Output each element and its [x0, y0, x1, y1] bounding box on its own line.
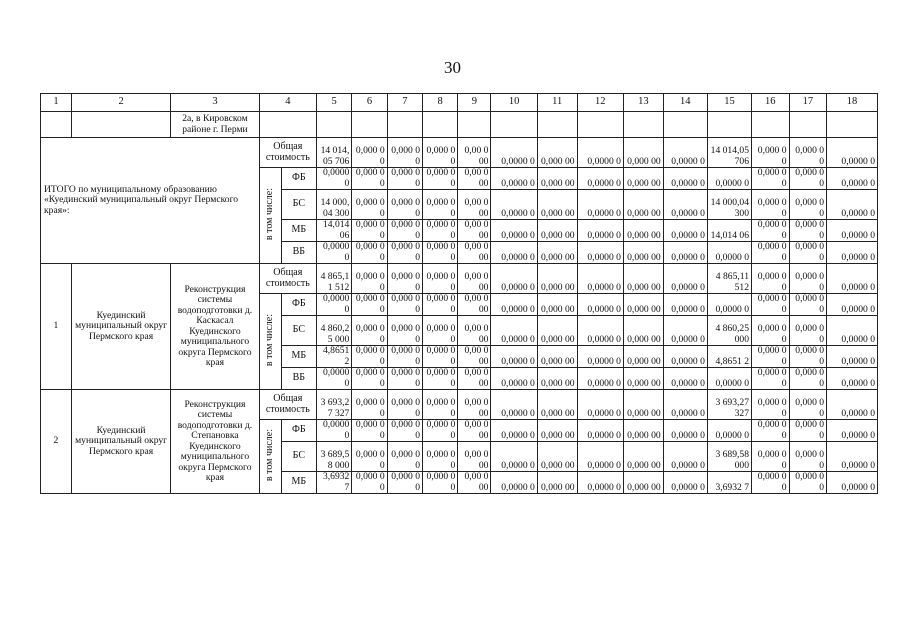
value-cell: 0,00 000 — [458, 168, 491, 190]
value-cell: 0,0000 0 — [491, 346, 537, 368]
value-cell: 0,000 00 — [752, 220, 790, 242]
table-cell — [491, 112, 537, 138]
value-cell: 0,0000 0 — [663, 368, 707, 390]
value-cell: 0,000 00 — [352, 346, 387, 368]
value-cell: 0,000 00 — [623, 346, 663, 368]
fund-code: ФБ — [281, 420, 316, 442]
including-label-text: в том числе: — [263, 313, 275, 366]
value-cell: 0,0000 0 — [663, 242, 707, 264]
value-cell: 0,000 00 — [352, 316, 387, 346]
total-cost-label: Общая стоимость — [259, 264, 316, 294]
table-row — [41, 264, 878, 294]
value-cell: 0,000 00 — [623, 264, 663, 294]
value-cell: 0,0000 0 — [577, 472, 623, 494]
value-cell: 0,000 00 — [789, 242, 827, 264]
value-cell: 4,8651 2 — [707, 346, 751, 368]
header-cell: 12 — [577, 94, 623, 112]
value-cell: 0,000 00 — [789, 420, 827, 442]
value-cell: 0,000 00 — [752, 368, 790, 390]
value-cell: 0,0000 0 — [663, 294, 707, 316]
including-label — [259, 294, 281, 390]
value-cell: 0,000 00 — [623, 242, 663, 264]
header-cell: 11 — [537, 94, 577, 112]
table-row — [41, 138, 878, 168]
value-cell: 0,0000 0 — [663, 390, 707, 420]
value-cell: 0,000 00 — [623, 316, 663, 346]
value-cell: 0,000 00 — [623, 368, 663, 390]
header-cell: 10 — [491, 94, 537, 112]
value-cell: 0,000 00 — [423, 264, 458, 294]
header-cell: 5 — [317, 94, 352, 112]
table-cell — [752, 112, 790, 138]
header-cell: 1 — [41, 94, 72, 112]
value-cell: 0,000 00 — [752, 420, 790, 442]
value-cell: 0,000 00 — [789, 294, 827, 316]
header-cell: 7 — [387, 94, 422, 112]
value-cell: 0,00 000 — [458, 190, 491, 220]
value-cell: 0,0000 0 — [577, 168, 623, 190]
object-description: 2а, в Кировском районе г. Перми — [171, 112, 259, 138]
value-cell: 0,000 00 — [623, 294, 663, 316]
value-cell: 0,000 00 — [387, 472, 422, 494]
value-cell: 0,000 00 — [789, 368, 827, 390]
value-cell: 0,000 00 — [387, 190, 422, 220]
value-cell: 0,0000 0 — [577, 346, 623, 368]
value-cell: 0,000 00 — [387, 242, 422, 264]
table-cell — [707, 112, 751, 138]
value-cell: 0,0000 0 — [491, 420, 537, 442]
value-cell: 0,000 00 — [537, 294, 577, 316]
value-cell: 0,000 00 — [387, 420, 422, 442]
value-cell: 0,000 00 — [752, 346, 790, 368]
value-cell: 4,8651 2 — [317, 346, 352, 368]
value-cell: 0,000 00 — [537, 390, 577, 420]
value-cell: 0,0000 0 — [577, 294, 623, 316]
fund-code: ВБ — [281, 368, 316, 390]
value-cell: 0,000 00 — [352, 294, 387, 316]
value-cell: 0,0000 0 — [491, 168, 537, 190]
municipality-name: Куединский муниципальный округ Пермского края — [71, 390, 170, 494]
value-cell: 0,000 00 — [387, 138, 422, 168]
value-cell: 0,000 00 — [752, 294, 790, 316]
value-cell: 0,0000 0 — [707, 420, 751, 442]
value-cell: 0,00 000 — [458, 242, 491, 264]
value-cell: 0,0000 0 — [827, 346, 878, 368]
value-cell: 0,000 00 — [752, 316, 790, 346]
value-cell: 0,000 00 — [352, 442, 387, 472]
value-cell: 14,014 06 — [707, 220, 751, 242]
value-cell: 0,0000 0 — [577, 390, 623, 420]
value-cell: 0,000 00 — [352, 138, 387, 168]
value-cell: 4 860,25 000 — [707, 316, 751, 346]
object-description: Реконструкция системы водоподготовки д. Степановка Куединского муниципального округа Пермского края — [171, 390, 259, 494]
value-cell: 0,000 00 — [623, 420, 663, 442]
value-cell: 0,000 00 — [789, 168, 827, 190]
value-cell: 0,000 00 — [387, 390, 422, 420]
item-number: 1 — [41, 264, 72, 390]
value-cell: 4 865,11 512 — [707, 264, 751, 294]
value-cell: 0,000 00 — [423, 420, 458, 442]
header-cell: 17 — [789, 94, 827, 112]
fund-code: ФБ — [281, 294, 316, 316]
header-cell: 18 — [827, 94, 878, 112]
value-cell: 0,00 000 — [458, 316, 491, 346]
value-cell: 0,000 00 — [623, 472, 663, 494]
fund-code: БС — [281, 190, 316, 220]
value-cell: 0,000 00 — [423, 368, 458, 390]
value-cell: 0,000 00 — [623, 138, 663, 168]
value-cell: 0,000 00 — [423, 294, 458, 316]
value-cell: 3 689,58 000 — [317, 442, 352, 472]
value-cell: 0,000 00 — [537, 442, 577, 472]
header-cell: 3 — [171, 94, 259, 112]
header-cell: 4 — [259, 94, 316, 112]
value-cell: 0,000 00 — [352, 420, 387, 442]
value-cell: 0,0000 0 — [663, 442, 707, 472]
table-cell — [259, 112, 316, 138]
value-cell: 0,000 00 — [752, 264, 790, 294]
value-cell: 0,000 00 — [352, 190, 387, 220]
value-cell: 0,0000 0 — [577, 220, 623, 242]
table-cell — [827, 112, 878, 138]
value-cell: 0,0000 0 — [491, 390, 537, 420]
value-cell: 0,000 00 — [752, 138, 790, 168]
value-cell: 0,000 00 — [789, 346, 827, 368]
value-cell: 0,000 00 — [623, 442, 663, 472]
value-cell: 0,000 00 — [789, 442, 827, 472]
value-cell: 0,000 00 — [537, 368, 577, 390]
value-cell: 0,00 000 — [458, 138, 491, 168]
header-cell: 14 — [663, 94, 707, 112]
value-cell: 0,000 00 — [537, 168, 577, 190]
total-cost-label: Общая стоимость — [259, 390, 316, 420]
table-cell — [423, 112, 458, 138]
table-cell — [387, 112, 422, 138]
budget-table — [40, 93, 878, 494]
value-cell: 0,0000 0 — [663, 420, 707, 442]
header-cell: 16 — [752, 94, 790, 112]
value-cell: 0,000 00 — [352, 168, 387, 190]
value-cell: 0,0000 0 — [491, 220, 537, 242]
value-cell: 0,0000 0 — [827, 442, 878, 472]
value-cell: 0,0000 0 — [827, 242, 878, 264]
page-number: 30 — [444, 58, 461, 77]
value-cell: 0,0000 0 — [663, 264, 707, 294]
table-cell — [537, 112, 577, 138]
value-cell: 0,0000 0 — [577, 264, 623, 294]
value-cell: 0,000 00 — [387, 264, 422, 294]
value-cell: 0,000 00 — [423, 138, 458, 168]
value-cell: 0,000 00 — [789, 472, 827, 494]
value-cell: 0,000 00 — [789, 390, 827, 420]
fund-code: БС — [281, 442, 316, 472]
continuation-row — [41, 112, 878, 138]
value-cell: 0,0000 0 — [317, 242, 352, 264]
value-cell: 0,000 00 — [752, 168, 790, 190]
value-cell: 14 000,04 300 — [317, 190, 352, 220]
header-row — [41, 94, 878, 112]
value-cell: 0,000 00 — [537, 346, 577, 368]
value-cell: 14,014 06 — [317, 220, 352, 242]
value-cell: 0,00 000 — [458, 264, 491, 294]
value-cell: 0,0000 0 — [491, 138, 537, 168]
value-cell: 0,000 00 — [623, 220, 663, 242]
value-cell: 0,000 00 — [537, 472, 577, 494]
value-cell: 0,000 00 — [537, 264, 577, 294]
value-cell: 0,0000 0 — [577, 368, 623, 390]
table-cell — [789, 112, 827, 138]
value-cell: 0,0000 0 — [827, 390, 878, 420]
value-cell: 0,0000 0 — [663, 190, 707, 220]
value-cell: 3 693,27 327 — [707, 390, 751, 420]
value-cell: 0,0000 0 — [663, 472, 707, 494]
table-cell — [577, 112, 623, 138]
value-cell: 0,0000 0 — [491, 472, 537, 494]
value-cell: 0,000 00 — [387, 294, 422, 316]
item-number: 2 — [41, 390, 72, 494]
value-cell: 0,0000 0 — [707, 242, 751, 264]
value-cell: 0,000 00 — [352, 242, 387, 264]
value-cell: 0,0000 0 — [827, 420, 878, 442]
value-cell: 0,000 00 — [752, 472, 790, 494]
value-cell: 0,000 00 — [387, 220, 422, 242]
value-cell: 4 860,25 000 — [317, 316, 352, 346]
value-cell: 0,000 00 — [537, 242, 577, 264]
value-cell: 0,000 00 — [623, 168, 663, 190]
value-cell: 0,000 00 — [537, 420, 577, 442]
value-cell: 0,000 00 — [537, 316, 577, 346]
table-cell — [623, 112, 663, 138]
value-cell: 14 000,04 300 — [707, 190, 751, 220]
value-cell: 0,00 000 — [458, 442, 491, 472]
table-cell — [317, 112, 352, 138]
value-cell: 0,0000 0 — [663, 220, 707, 242]
value-cell: 0,0000 0 — [491, 294, 537, 316]
value-cell: 0,0000 0 — [663, 346, 707, 368]
value-cell: 0,000 00 — [789, 190, 827, 220]
value-cell: 0,000 00 — [352, 390, 387, 420]
value-cell: 3 689,58 000 — [707, 442, 751, 472]
value-cell: 0,0000 0 — [491, 368, 537, 390]
value-cell: 0,000 00 — [752, 442, 790, 472]
value-cell: 0,0000 0 — [317, 168, 352, 190]
value-cell: 0,00 000 — [458, 368, 491, 390]
value-cell: 0,000 00 — [789, 264, 827, 294]
value-cell: 0,0000 0 — [577, 190, 623, 220]
value-cell: 0,0000 0 — [827, 294, 878, 316]
including-label-text: в том числе: — [263, 428, 275, 481]
fund-code: МБ — [281, 346, 316, 368]
table-row — [41, 390, 878, 420]
fund-code: ВБ — [281, 242, 316, 264]
value-cell: 0,00 000 — [458, 346, 491, 368]
header-cell: 15 — [707, 94, 751, 112]
value-cell: 0,000 00 — [623, 390, 663, 420]
value-cell: 0,000 00 — [423, 346, 458, 368]
including-label — [259, 168, 281, 264]
value-cell: 0,000 00 — [537, 190, 577, 220]
value-cell: 0,0000 0 — [827, 316, 878, 346]
value-cell: 0,0000 0 — [317, 368, 352, 390]
value-cell: 14 014,05 706 — [317, 138, 352, 168]
value-cell: 0,0000 0 — [827, 220, 878, 242]
value-cell: 0,0000 0 — [577, 442, 623, 472]
table-cell — [352, 112, 387, 138]
value-cell: 0,000 00 — [352, 368, 387, 390]
municipality-name: Куединский муниципальный округ Пермского края — [71, 264, 170, 390]
value-cell: 0,000 00 — [789, 220, 827, 242]
value-cell: 0,000 00 — [387, 368, 422, 390]
value-cell: 0,0000 0 — [577, 242, 623, 264]
header-cell: 8 — [423, 94, 458, 112]
value-cell: 0,000 00 — [423, 390, 458, 420]
value-cell: 0,000 00 — [352, 220, 387, 242]
value-cell: 0,0000 0 — [827, 368, 878, 390]
value-cell: 0,0000 0 — [491, 442, 537, 472]
value-cell: 0,00 000 — [458, 420, 491, 442]
fund-code: ФБ — [281, 168, 316, 190]
value-cell: 0,000 00 — [423, 168, 458, 190]
value-cell: 0,0000 0 — [827, 264, 878, 294]
value-cell: 0,000 00 — [352, 264, 387, 294]
value-cell: 0,0000 0 — [577, 138, 623, 168]
table-cell — [71, 112, 170, 138]
value-cell: 0,000 00 — [423, 242, 458, 264]
fund-code: МБ — [281, 220, 316, 242]
value-cell: 0,0000 0 — [827, 472, 878, 494]
header-cell: 2 — [71, 94, 170, 112]
value-cell: 0,0000 0 — [707, 368, 751, 390]
value-cell: 0,000 00 — [537, 138, 577, 168]
value-cell: 0,0000 0 — [663, 316, 707, 346]
value-cell: 0,0000 0 — [707, 168, 751, 190]
value-cell: 0,0000 0 — [577, 316, 623, 346]
including-label — [259, 420, 281, 494]
value-cell: 0,000 00 — [537, 220, 577, 242]
table-cell — [663, 112, 707, 138]
value-cell: 0,000 00 — [752, 190, 790, 220]
value-cell: 0,0000 0 — [317, 420, 352, 442]
value-cell: 0,0000 0 — [491, 190, 537, 220]
value-cell: 0,000 00 — [623, 190, 663, 220]
value-cell: 3 693,27 327 — [317, 390, 352, 420]
value-cell: 0,000 00 — [387, 346, 422, 368]
value-cell: 0,0000 0 — [663, 168, 707, 190]
header-cell: 9 — [458, 94, 491, 112]
value-cell: 0,0000 0 — [491, 264, 537, 294]
value-cell: 0,0000 0 — [663, 138, 707, 168]
value-cell: 0,000 00 — [752, 242, 790, 264]
header-cell: 6 — [352, 94, 387, 112]
value-cell: 0,0000 0 — [491, 242, 537, 264]
fund-code: БС — [281, 316, 316, 346]
value-cell: 0,000 00 — [387, 168, 422, 190]
total-description: ИТОГО по муниципальному образованию «Куединский муниципальный округ Пермского края»: — [41, 138, 260, 264]
object-description: Реконструкция системы водоподготовки д. Каскасал Куединского муниципального округа Пермского края — [171, 264, 259, 390]
table-cell — [41, 112, 72, 138]
value-cell: 0,000 00 — [387, 442, 422, 472]
value-cell: 0,00 000 — [458, 472, 491, 494]
value-cell: 0,0000 0 — [491, 316, 537, 346]
value-cell: 0,000 00 — [423, 190, 458, 220]
value-cell: 0,00 000 — [458, 220, 491, 242]
value-cell: 0,0000 0 — [577, 420, 623, 442]
value-cell: 0,0000 0 — [827, 168, 878, 190]
value-cell: 0,00 000 — [458, 390, 491, 420]
value-cell: 0,000 00 — [352, 472, 387, 494]
value-cell: 0,000 00 — [752, 390, 790, 420]
value-cell: 0,0000 0 — [317, 294, 352, 316]
value-cell: 0,0000 0 — [827, 138, 878, 168]
value-cell: 0,0000 0 — [707, 294, 751, 316]
including-label-text: в том числе: — [263, 187, 275, 240]
value-cell: 0,000 00 — [789, 138, 827, 168]
value-cell: 3,6932 7 — [707, 472, 751, 494]
value-cell: 14 014,05 706 — [707, 138, 751, 168]
value-cell: 0,00 000 — [458, 294, 491, 316]
value-cell: 0,0000 0 — [827, 190, 878, 220]
total-cost-label: Общая стоимость — [259, 138, 316, 168]
value-cell: 0,000 00 — [789, 316, 827, 346]
fund-code: МБ — [281, 472, 316, 494]
value-cell: 0,000 00 — [387, 316, 422, 346]
value-cell: 0,000 00 — [423, 316, 458, 346]
value-cell: 3,6932 7 — [317, 472, 352, 494]
value-cell: 0,000 00 — [423, 220, 458, 242]
value-cell: 0,000 00 — [423, 442, 458, 472]
table-cell — [458, 112, 491, 138]
value-cell: 4 865,11 512 — [317, 264, 352, 294]
header-cell: 13 — [623, 94, 663, 112]
value-cell: 0,000 00 — [423, 472, 458, 494]
